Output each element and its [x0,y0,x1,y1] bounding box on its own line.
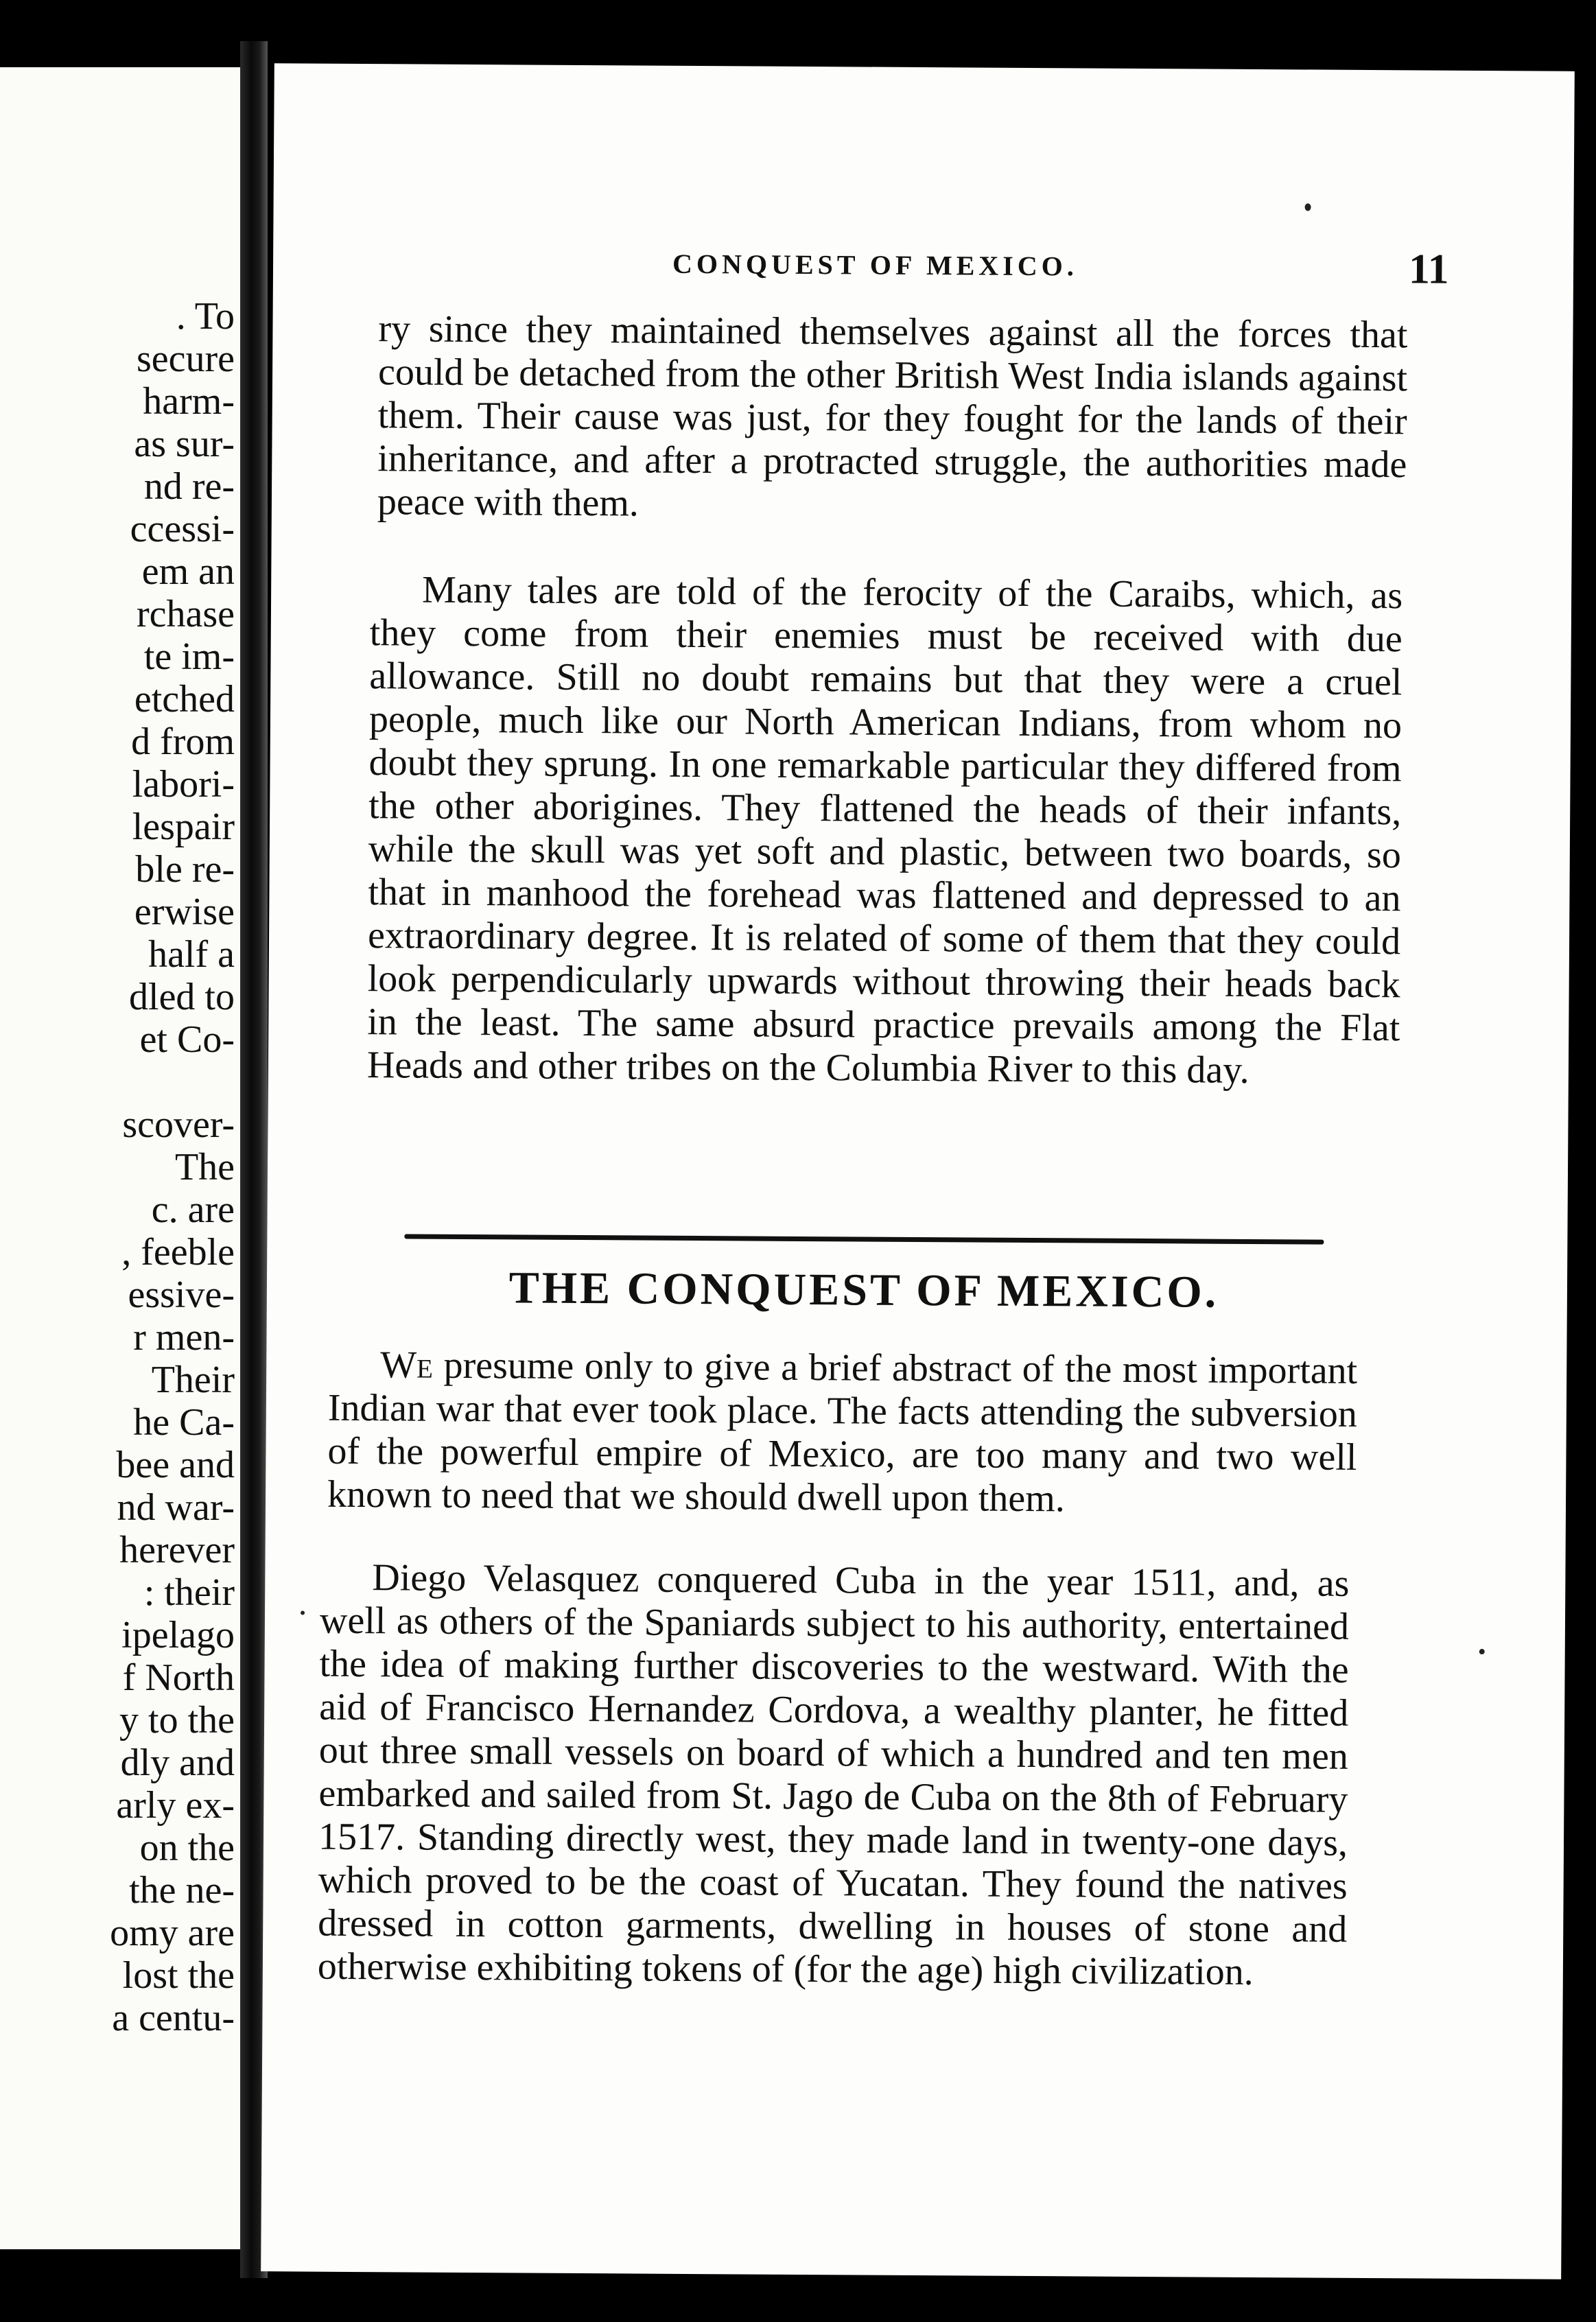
lead-word: We [380,1344,434,1387]
previous-page-line: nd war- [117,1486,235,1529]
paragraph-velasquez [318,1556,1350,1995]
paragraph-body: presume only to give a brief abstract of the most important Indian war that ever took place. The facts attending the subversion of the powerful empire of Mexico, are too many and two well known to need that we should dwell upon them. [327,1344,1358,1521]
previous-page-line: secure [136,338,235,380]
previous-page-line: : their [143,1571,235,1614]
previous-page-line: a centu- [112,1997,235,2039]
previous-page-line: half a [148,933,235,976]
previous-page-line: rchase [136,593,235,635]
previous-page-line: scover- [122,1103,235,1146]
previous-page-line: , feeble [121,1231,235,1274]
scan-speck [301,1611,305,1615]
paragraph-introduction [327,1344,1358,1523]
previous-page-line: on the [139,1827,235,1869]
previous-page-line: dled to [129,976,235,1018]
previous-page-line: bee and [116,1444,235,1486]
previous-page-line: c. are [151,1188,235,1231]
previous-page-line: the ne- [129,1869,235,1912]
previous-page-line: ccessi- [130,508,235,550]
previous-page-line: em an [141,550,235,593]
paragraph-continuation [377,307,1408,530]
previous-page-line: etched [134,678,235,720]
previous-page-line: The [174,1146,235,1188]
previous-page-line: r men- [133,1316,235,1359]
paragraph-caraibs [367,568,1403,1093]
scan-speck [1479,1649,1485,1654]
previous-page-line: arly ex- [116,1784,235,1827]
previous-page-line: lespair [132,806,235,848]
section-title: THE CONQUEST OF MEXICO. [508,1263,1219,1317]
paragraph-text: Diego Velasquez conquered Cuba in the year 1511, and, as well as others of the Spaniards subject to his authority, entertained the idea of making further discoveries to the westward. With the aid of Francisco Hernandez Cordova, a wealthy planter, he fitted out three small vessels on board of which a hundred and ten men embarked and sailed from St. Jago de Cuba on the 8th of February 1517. Standing directly west, they made land in twenty-one days, which proved to be the coast of Yucatan. They found the natives dressed in cotton garments, dwelling in houses of stone and otherwise exhibiting tokens of (for the age) high civilization. [317,1556,1350,1994]
section-divider-rule [404,1234,1324,1244]
previous-page-fragment [0,67,240,2249]
paragraph-text: Many tales are told of the ferocity of the Caraibs, which, as they come from their enemies must be received with due allowance. Still no doubt remains but that they were a cruel people, much like our North American Indians, from whom no doubt they sprung. In one remarkable particular they differed from the other aborigines. They flattened the heads of their infants, while the skull was yet soft and plastic, between two boards, so that in manhood the forehead was flattened and depressed to an extraordinary degree. It is related of some of them that they could look perpendicularly upwards without throwing their heads back in the least. The same absurd practice prevails among the Flat Heads and other tribes on the Columbia River to this day. [366,568,1403,1092]
previous-page-line: f North [122,1656,235,1699]
previous-page-line: ipelago [121,1614,235,1656]
previous-page-line: et Co- [139,1018,235,1061]
paragraph-text: ry since they maintained themselves against all the forces that could be detached from the other British West India islands against them. Their cause was just, for they fought for the lands of their inheritance, and after a protracted struggle, the authorities made peace with them. [377,307,1408,525]
previous-page-line: te im- [143,635,235,678]
book-page [261,63,1575,2279]
previous-page-line: herever [119,1529,235,1571]
paragraph-text [327,1344,1358,1523]
scan-speck [1305,203,1311,211]
previous-page-line: labori- [132,763,235,806]
previous-page-line: essive- [128,1274,235,1316]
previous-page-line: erwise [134,891,235,933]
previous-page-line: Their [151,1359,235,1401]
previous-page-line: y to the [119,1699,235,1742]
previous-page-line: nd re- [143,465,235,508]
previous-page-line: harm- [143,380,235,423]
previous-page-line: . To [176,295,235,338]
running-header: CONQUEST OF MEXICO. [672,248,1078,282]
previous-page-line: lost the [122,1954,235,1997]
previous-page-line: omy are [110,1912,235,1954]
page-number: 11 [1408,246,1449,293]
previous-page-line: he Ca- [133,1401,235,1444]
previous-page-line: as sur- [134,423,235,465]
previous-page-line: ble re- [135,848,235,891]
previous-page-line: dly and [120,1742,235,1784]
previous-page-line: d from [131,720,235,763]
